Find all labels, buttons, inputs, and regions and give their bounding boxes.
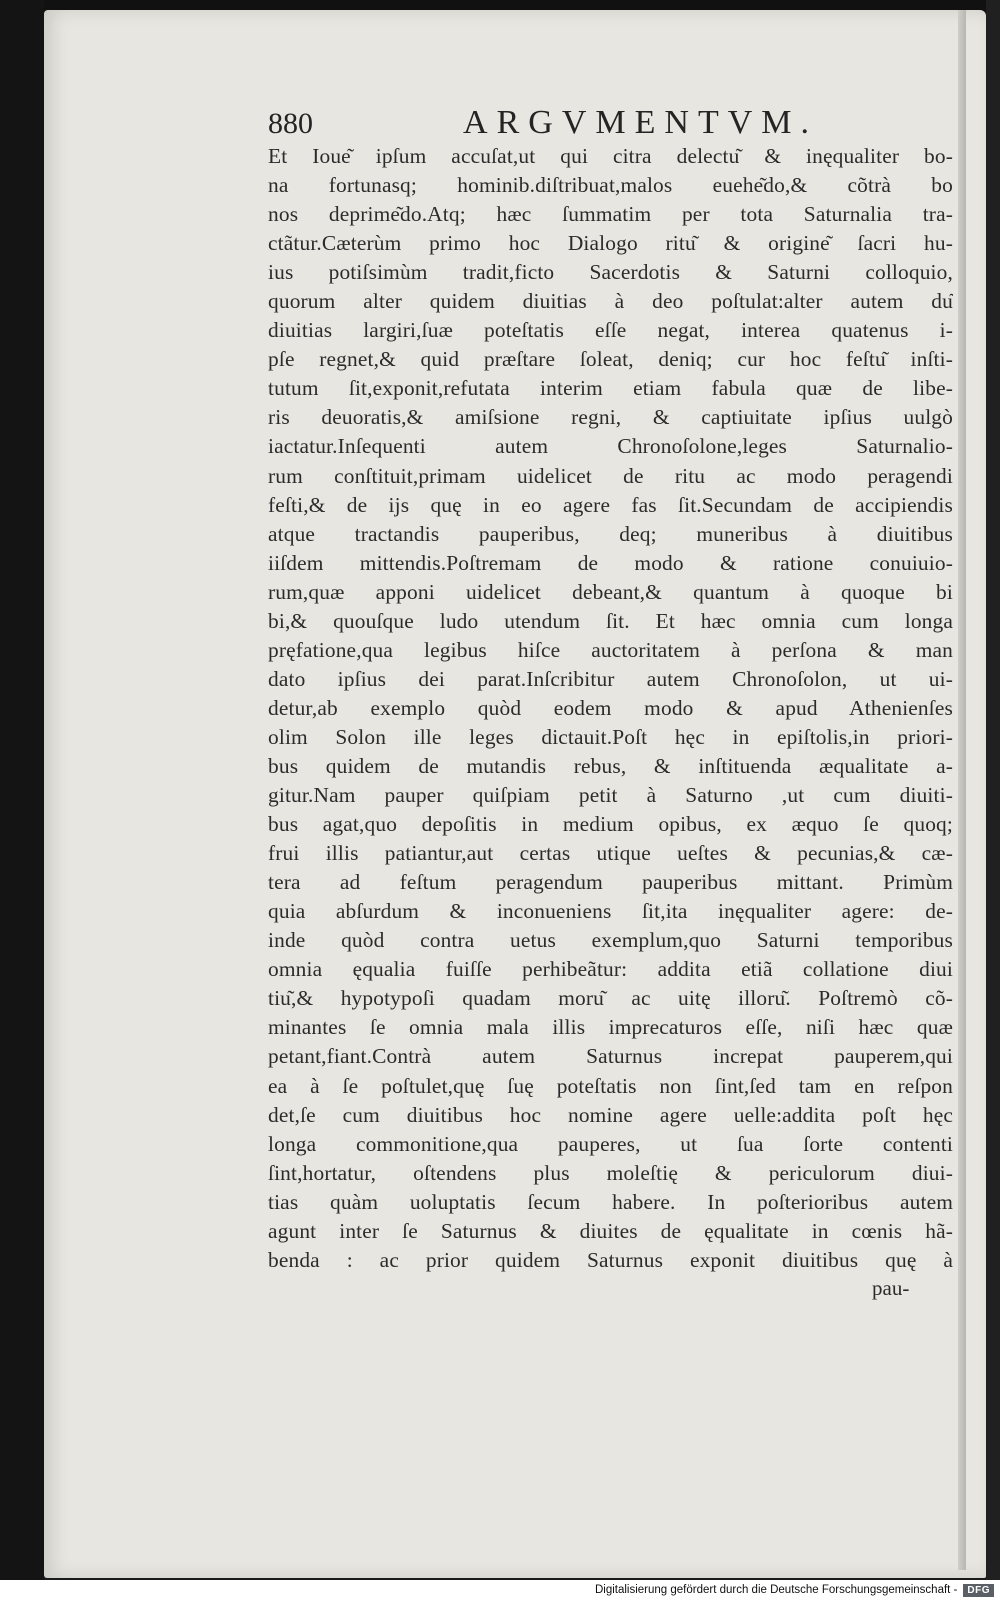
text-line: inde quòd contra uetus exemplum,quo Saturni temporibus — [268, 928, 953, 953]
text-line: dato ipſius dei parat.Inſcribitur autem Chronoſolon, ut ui- — [268, 666, 953, 691]
body-text — [268, 142, 953, 1275]
text-line: ſint,hortatur, oſtendens plus moleſtię & periculorum diui- — [268, 1160, 953, 1185]
text-line: olim Solon ille leges dictauit.Poſt hęc in epiſtolis,in priori- — [268, 724, 953, 749]
text-line: pſe regnet,& quid præſtare ſoleat, deniq; cur hoc feſtu͂ inſti- — [268, 347, 953, 372]
text-line: na fortunasq; hominib.diſtribuat,malos euehe͂do,& cõtrà bo — [268, 173, 953, 198]
text-line: iiſdem mittendis.Poſtremam de modo & ratione conuiuio- — [268, 550, 953, 575]
dfg-logo: DFG — [963, 1584, 994, 1597]
text-line: quorum alter quidem diuitias à deo poſtulat:alter autem du͂ — [268, 289, 953, 314]
text-line: minantes ſe omnia mala illis imprecaturos eſſe, niſi hæc quæ — [268, 1015, 953, 1040]
funding-notice: Digitalisierung gefördert durch die Deutsche Forschungsgemeinschaft - — [594, 1584, 958, 1596]
text-line: ius potiſsimùm tradit,ficto Sacerdotis & Saturni colloquio, — [268, 260, 953, 285]
text-line: pręfatione,qua legibus hiſce auctoritatem à perſona & man — [268, 637, 953, 662]
page-gutter — [958, 10, 966, 1570]
text-line: ea à ſe poſtulet,quę ſuę poteſtatis non ſint,ſed tam en reſpon — [268, 1073, 953, 1098]
page-header — [268, 104, 818, 144]
text-line: gitur.Nam pauper quiſpiam petit à Saturno ,ut cum diuiti- — [268, 783, 953, 808]
text-line: tera ad feſtum peragendum pauperibus mittant. Primùm — [268, 870, 953, 895]
text-line: bi,& quouſque ludo utendum ſit. Et hæc omnia cum longa — [268, 608, 953, 633]
running-head: ARGVMENTVM. — [463, 104, 818, 141]
catchword: pau- — [872, 1276, 910, 1300]
text-line: nos deprime͂do.Atq; hæc ſummatim per tota Saturnalia tra- — [268, 202, 953, 227]
text-line: rum conſtituit,primam uidelicet de ritu ac modo peragendi — [268, 463, 953, 488]
footer-bar — [0, 1580, 1000, 1600]
text-line: atque tractandis pauperibus, deq; muneribus à diuitibus — [268, 521, 953, 546]
text-line: rum,quæ apponi uidelicet debeant,& quantum à quoque bi — [268, 579, 953, 604]
text-line: bus quidem de mutandis rebus, & inſtituenda æqualitate a- — [268, 753, 953, 778]
text-line: agunt inter ſe Saturnus & diuites de ęqualitate in cœnis hã- — [268, 1218, 953, 1243]
text-line: longa commonitione,qua pauperes, ut ſua ſorte contenti — [268, 1131, 953, 1156]
text-line: ctãtur.Cæterùm primo hoc Dialogo ritu͂ & origine͂ ſacri hu- — [268, 231, 953, 256]
text-line: omnia ęqualia fuiſſe perhibeãtur: addita etiã collatione diui — [268, 957, 953, 982]
text-line: petant,fiant.Contrà autem Saturnus increpat pauperem,qui — [268, 1044, 953, 1069]
text-line: frui illis patiantur,aut certas utique ueſtes & pecunias,& cæ- — [268, 841, 953, 866]
text-line: benda : ac prior quidem Saturnus exponit diuitibus quę à — [268, 1247, 953, 1272]
text-line: tias quàm uoluptatis ſecum habere. In poſterioribus autem — [268, 1189, 953, 1214]
text-line: tutum ſit,exponit,refutata interim etiam fabula quæ de libe- — [268, 376, 953, 401]
text-line: bus agat,quo depoſitis in medium opibus, ex æquo ſe quoq; — [268, 812, 953, 837]
text-line: tiu͂,& hypotypoſi quadam moru͂ ac uitę illoru͂. Poſtremò cõ- — [268, 986, 953, 1011]
text-line: det,ſe cum diuitibus hoc nomine agere uelle:addita poſt hęc — [268, 1102, 953, 1127]
text-line: ris deuoratis,& amiſsione regni, & captiuitate ipſius uulgò — [268, 405, 953, 430]
text-line: diuitias largiri,ſuæ poteſtatis eſſe negat, interea quatenus i- — [268, 318, 953, 343]
text-line: feſti,& de ijs quę in eo agere fas ſit.Secundam de accipiendis — [268, 492, 953, 517]
text-line: Et Ioue͂ ipſum accuſat,ut qui citra delectu͂ & inęqualiter bo- — [268, 144, 953, 168]
text-line: quia abſurdum & inconueniens ſit,ita inęqualiter agere: de- — [268, 899, 953, 924]
text-line: iactatur.Inſequenti autem Chronoſolone,leges Saturnalio- — [268, 434, 953, 459]
scan-left-edge — [0, 0, 44, 1600]
scan-right-edge — [986, 0, 1000, 1600]
page-number: 880 — [268, 107, 313, 140]
text-line: detur,ab exemplo quòd eodem modo & apud Athenienſes — [268, 695, 953, 720]
